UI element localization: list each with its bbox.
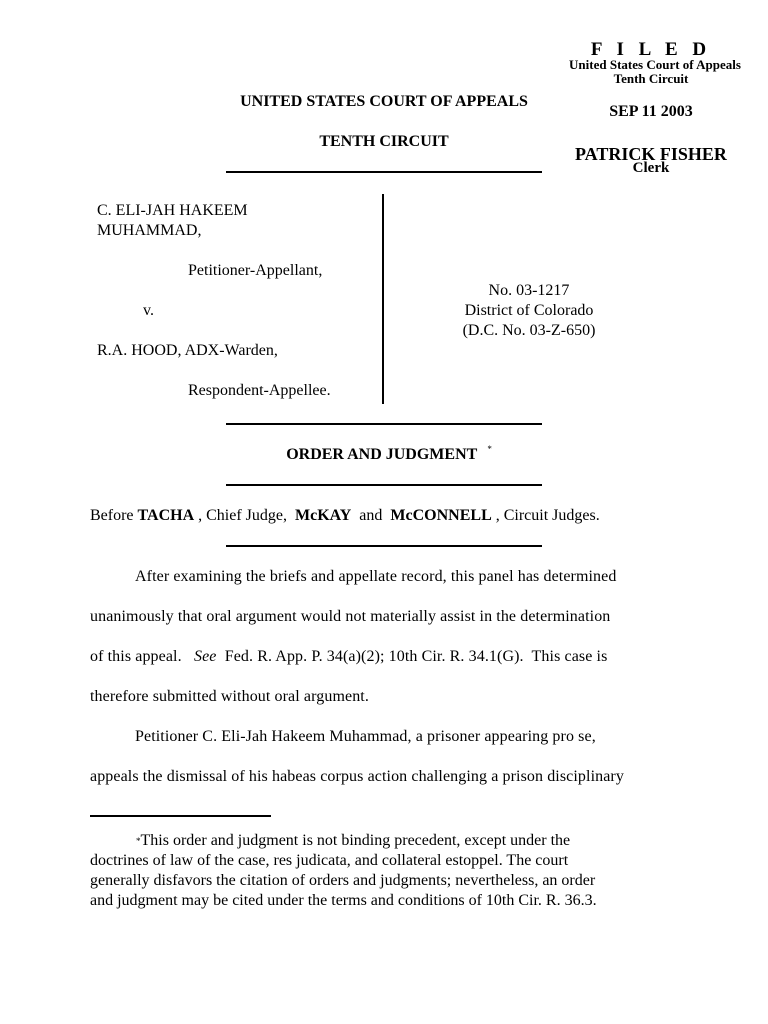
see-signal: See	[194, 648, 217, 665]
footnote-line-2: doctrines of law of the case, res judicata, and collateral estoppel. The court	[90, 852, 569, 869]
petitioner-name-line1: C. ELI-JAH HAKEEM	[97, 202, 248, 219]
footnote-line-4: and judgment may be cited under the terms and conditions of 10th Cir. R. 36.3.	[90, 892, 597, 909]
versus: v.	[143, 302, 154, 319]
footnote-rule	[90, 815, 271, 817]
petitioner-role: Petitioner-Appellant,	[188, 262, 323, 279]
body-line-3	[90, 648, 607, 666]
body-line-1: After examining the briefs and appellate record, this panel has determined	[135, 568, 617, 585]
header-divider	[226, 171, 542, 173]
caption-divider	[382, 194, 384, 404]
footnote	[90, 831, 690, 911]
order-title-text: ORDER AND JUDGMENT	[286, 446, 478, 463]
footnote-marker: *	[487, 444, 492, 454]
footnote-marker-ref: *	[136, 836, 141, 846]
judge-mcconnell: McCONNELL	[390, 507, 492, 524]
district: District of Colorado	[464, 302, 594, 319]
petitioner-name	[97, 201, 337, 241]
body-line-4: therefore submitted without oral argument.	[90, 688, 369, 705]
respondent-role: Respondent-Appellee.	[188, 382, 331, 399]
petitioner-name-line2: MUHAMMAD,	[97, 222, 202, 239]
body-line-3b: Fed. R. App. P. 34(a)(2); 10th Cir. R. 34.1(G). This case is	[216, 648, 608, 665]
judge-mckay: McKAY	[295, 507, 352, 524]
body-line-2: unanimously that oral argument would not materially assist in the determination	[90, 608, 611, 625]
filed-date: SEP 11 2003	[609, 103, 693, 120]
dc-number: (D.C. No. 03-Z-650)	[462, 322, 596, 339]
filed-stamp-title: F I L E D	[590, 39, 712, 60]
panel-divider	[226, 545, 542, 547]
case-info	[454, 281, 604, 341]
panel-suffix: , Circuit Judges.	[491, 507, 600, 524]
panel-line	[90, 507, 600, 525]
judge-tacha-title: , Chief Judge,	[194, 507, 295, 524]
footnote-line-1	[90, 831, 690, 851]
panel-and: and	[351, 507, 391, 524]
body-line-5: Petitioner C. Eli-Jah Hakeem Muhammad, a prisoner appearing pro se,	[135, 728, 596, 745]
body-line-6: appeals the dismissal of his habeas corpus action challenging a prison disciplinary	[90, 768, 624, 785]
order-top-rule	[226, 423, 542, 425]
order-bottom-rule	[226, 484, 542, 486]
body-line-3a: of this appeal.	[90, 648, 194, 665]
filed-stamp-circuit: Tenth Circuit	[613, 71, 689, 86]
filed-stamp-court: United States Court of Appeals	[569, 57, 741, 72]
footnote-text-1: This order and judgment is not binding precedent, except under the	[140, 832, 571, 849]
footnote-line-3: generally disfavors the citation of orders and judgments; nevertheless, an order	[90, 872, 596, 889]
court-circuit: TENTH CIRCUIT	[319, 133, 449, 150]
respondent-name: R.A. HOOD, ADX-Warden,	[97, 342, 278, 359]
order-title	[226, 446, 542, 464]
clerk-name: PATRICK FISHER	[575, 144, 727, 164]
judge-tacha: TACHA	[137, 507, 195, 524]
panel-before: Before	[90, 507, 138, 524]
clerk-title: Clerk	[632, 160, 670, 176]
court-name: UNITED STATES COURT OF APPEALS	[240, 93, 528, 110]
case-number: No. 03-1217	[488, 282, 570, 299]
